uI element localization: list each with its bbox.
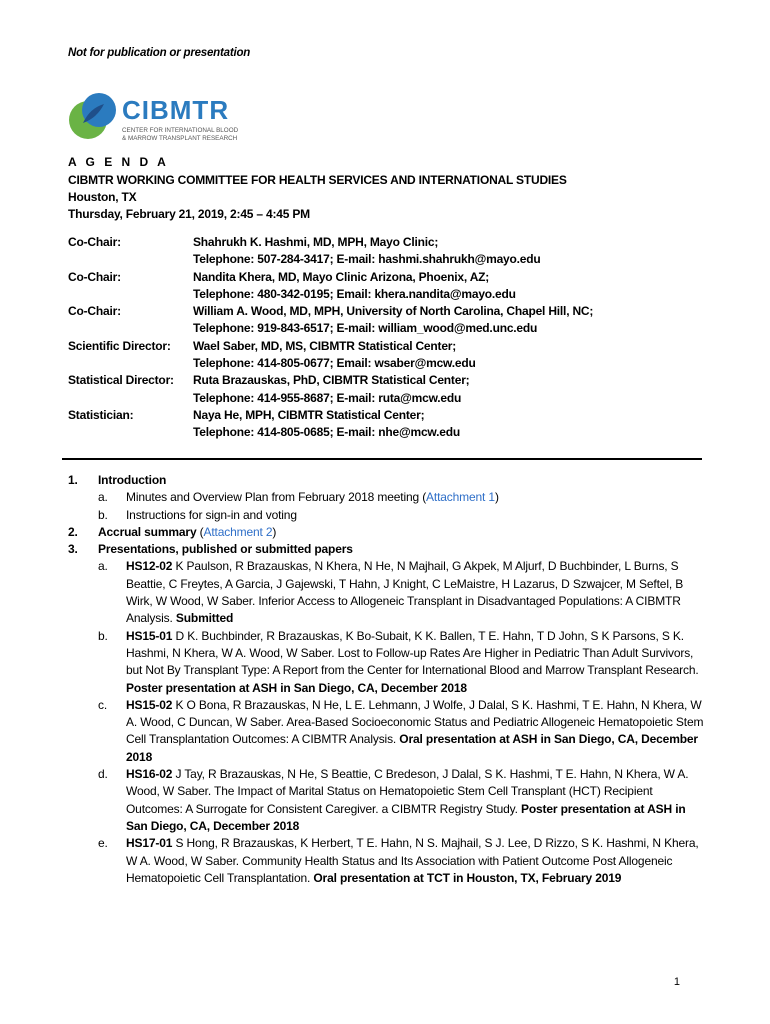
presentation-text: D K. Buchbinder, R Brazauskas, K Bo-Subait, K K. Ballen, T E. Hahn, T D John, S K Parsons, S K. Hashmi, N Khera, W A. Wood, W Saber. Lost to Follow-up Rates Are Higher in Pediatric Than Adult Survivors, but Not By Transplant Type: A Report from the Center for International Blood and Marrow Transplant Research. [126, 628, 699, 678]
contact-details: Telephone: 507-284-3417; E-mail: hashmi.shahrukh@mayo.edu [193, 252, 541, 267]
contact-role: Statistical Director: [68, 373, 174, 388]
item-title: Introduction [98, 473, 167, 487]
contact-name: Shahrukh K. Hashmi, MD, MPH, Mayo Clinic; [193, 235, 439, 249]
committee-name: CIBMTR WORKING COMMITTEE FOR HEALTH SERVICES AND INTERNATIONAL STUDIES [68, 173, 567, 187]
subitem-letter: b. [98, 628, 108, 643]
page-number: 1 [673, 976, 680, 988]
contact-entry [68, 407, 708, 442]
contact-name: William A. Wood, MD, MPH, University of North Carolina, Chapel Hill, NC; [193, 304, 594, 319]
presentation-status: Oral presentation at TCT in Houston, TX, February 2019 [313, 870, 622, 885]
attachment-2-link[interactable]: Attachment 2 [203, 524, 273, 539]
subitem-text: Minutes and Overview Plan from February 2018 meeting ( [126, 490, 427, 505]
presentation-status: Submitted [175, 611, 234, 626]
meeting-datetime: Thursday, February 21, 2019, 2:45 – 4:45 PM [68, 207, 310, 221]
agenda-subitem [68, 507, 708, 524]
item-number: 1. [68, 473, 78, 487]
presentation-text: K O Bona, R Brazauskas, N He, L E. Lehmann, J Wolfe, J Dalal, S K. Hashmi, T E. Hahn, N Khera, W A. Wood, C Duncan, W Saber. Area-Based Socioeconomic Status and Pediatric Allogeneic Hematopoietic Stem Cell Transplantation Outcomes: A CIBMTR Analysis. [126, 697, 704, 747]
presentation-entry [68, 766, 708, 835]
section-divider [62, 458, 702, 460]
item-number: 2. [68, 524, 78, 539]
agenda-subitem [68, 489, 708, 506]
item-number: 3. [68, 542, 78, 557]
presentation-status: Poster presentation at ASH in San Diego, CA, December 2018 [126, 680, 467, 695]
presentation-text: K Paulson, R Brazauskas, N Khera, N He, N Majhail, G Akpek, M Aljurf, D Buchbinder, L Burns, S Beattie, C Freytes, A Garcia, J Gajewski, T Hahn, J Knight, C LeMaistre, H Lazarus, D Szwajcer, M Seftel, B Wirk, W Wood, W Saber. Inferior Access to Allogeneic Transplant in Disadvantaged Populations: A CIBMTR Analysis. [126, 559, 684, 626]
agenda-item-introduction [68, 472, 708, 489]
logo-tagline-2: & MARROW TRANSPLANT RESEARCH [122, 135, 238, 142]
contact-name: Ruta Brazauskas, PhD, CIBMTR Statistical Center; [193, 373, 470, 388]
study-id: HS15-02 [126, 697, 173, 712]
presentation-entry [68, 835, 708, 887]
contact-role: Scientific Director: [68, 338, 171, 353]
contact-details: Telephone: 414-805-0685; E-mail: nhe@mcw.edu [193, 425, 460, 440]
agenda-item-presentations [68, 541, 708, 558]
subitem-letter: e. [98, 836, 108, 851]
confidentiality-notice: Not for publication or presentation [68, 47, 251, 59]
presentation-entry [68, 697, 708, 766]
subitem-letter: c. [98, 697, 108, 712]
contact-details: Telephone: 414-805-0677; Email: wsaber@mcw.edu [193, 356, 476, 371]
contact-role: Co-Chair: [68, 235, 121, 249]
agenda-list [68, 472, 708, 887]
contact-details: Telephone: 414-955-8687; E-mail: ruta@mcw.edu [193, 390, 462, 405]
subitem-close: ) [494, 490, 499, 505]
study-id: HS15-01 [126, 628, 173, 643]
contacts-list [68, 234, 708, 442]
contact-entry [68, 303, 708, 338]
contact-role: Statistician: [68, 407, 134, 422]
contact-details: Telephone: 480-342-0195; Email: khera.nandita@mayo.edu [193, 286, 516, 301]
presentation-status: Oral presentation at ASH in San Diego, CA, December 2018 [126, 732, 698, 764]
logo-tagline-1: CENTER FOR INTERNATIONAL BLOOD [122, 127, 239, 134]
logo-wordmark: CIBMTR [122, 95, 230, 125]
contact-name: Wael Saber, MD, MS, CIBMTR Statistical Center; [193, 338, 457, 353]
cibmtr-logo [66, 90, 256, 146]
subitem-letter: a. [98, 559, 108, 574]
attachment-1-link[interactable]: Attachment 1 [426, 490, 495, 505]
presentation-status: Poster presentation at ASH in San Diego, CA, December 2018 [126, 801, 686, 833]
agenda-title: A G E N D A [68, 155, 169, 169]
contact-entry [68, 234, 708, 269]
contact-role: Co-Chair: [68, 269, 121, 284]
item-open: ( [196, 524, 204, 539]
contact-name: Nandita Khera, MD, Mayo Clinic Arizona, Phoenix, AZ; [193, 269, 490, 284]
subitem-letter: d. [98, 767, 108, 782]
meeting-location: Houston, TX [68, 190, 137, 204]
item-close: ) [272, 524, 277, 539]
study-id: HS16-02 [126, 767, 173, 782]
presentation-entry [68, 628, 708, 697]
contact-details: Telephone: 919-843-6517; E-mail: william_wood@med.unc.edu [193, 321, 538, 336]
item-title: Accrual summary [98, 524, 197, 539]
presentation-text: J Tay, R Brazauskas, N He, S Beattie, C Bredeson, J Dalal, S K. Hashmi, T E. Hahn, N Khera, W A. Wood, W Saber. The Impact of Marital Status on Hematopoietic Stem Cell Transplant (HCT) Recipient Outcomes: A Surrogate for Consistent Caregiver. a CIBMTR Registry Study. [126, 767, 689, 816]
presentation-entry [68, 558, 708, 627]
contact-role: Co-Chair: [68, 304, 121, 319]
contact-entry [68, 269, 708, 304]
subitem-text: Instructions for sign-in and voting [126, 507, 297, 522]
subitem-letter: a. [98, 490, 108, 505]
contact-entry [68, 338, 708, 373]
contact-name: Naya He, MPH, CIBMTR Statistical Center; [193, 407, 425, 422]
study-id: HS17-01 [126, 836, 173, 851]
study-id: HS12-02 [126, 559, 173, 574]
item-title: Presentations, published or submitted papers [98, 542, 353, 557]
subitem-letter: b. [98, 507, 108, 522]
presentation-text: S Hong, R Brazauskas, K Herbert, T E. Hahn, N S. Majhail, S J. Lee, D Rizzo, S K. Hashmi, N Khera, W A. Wood, W Saber. Community Health Status and Its Association with Patient Outcome Post Allogeneic Hematopoietic Cell Transplantation. [126, 836, 699, 885]
contact-entry [68, 372, 708, 407]
agenda-item-accrual [68, 524, 708, 541]
